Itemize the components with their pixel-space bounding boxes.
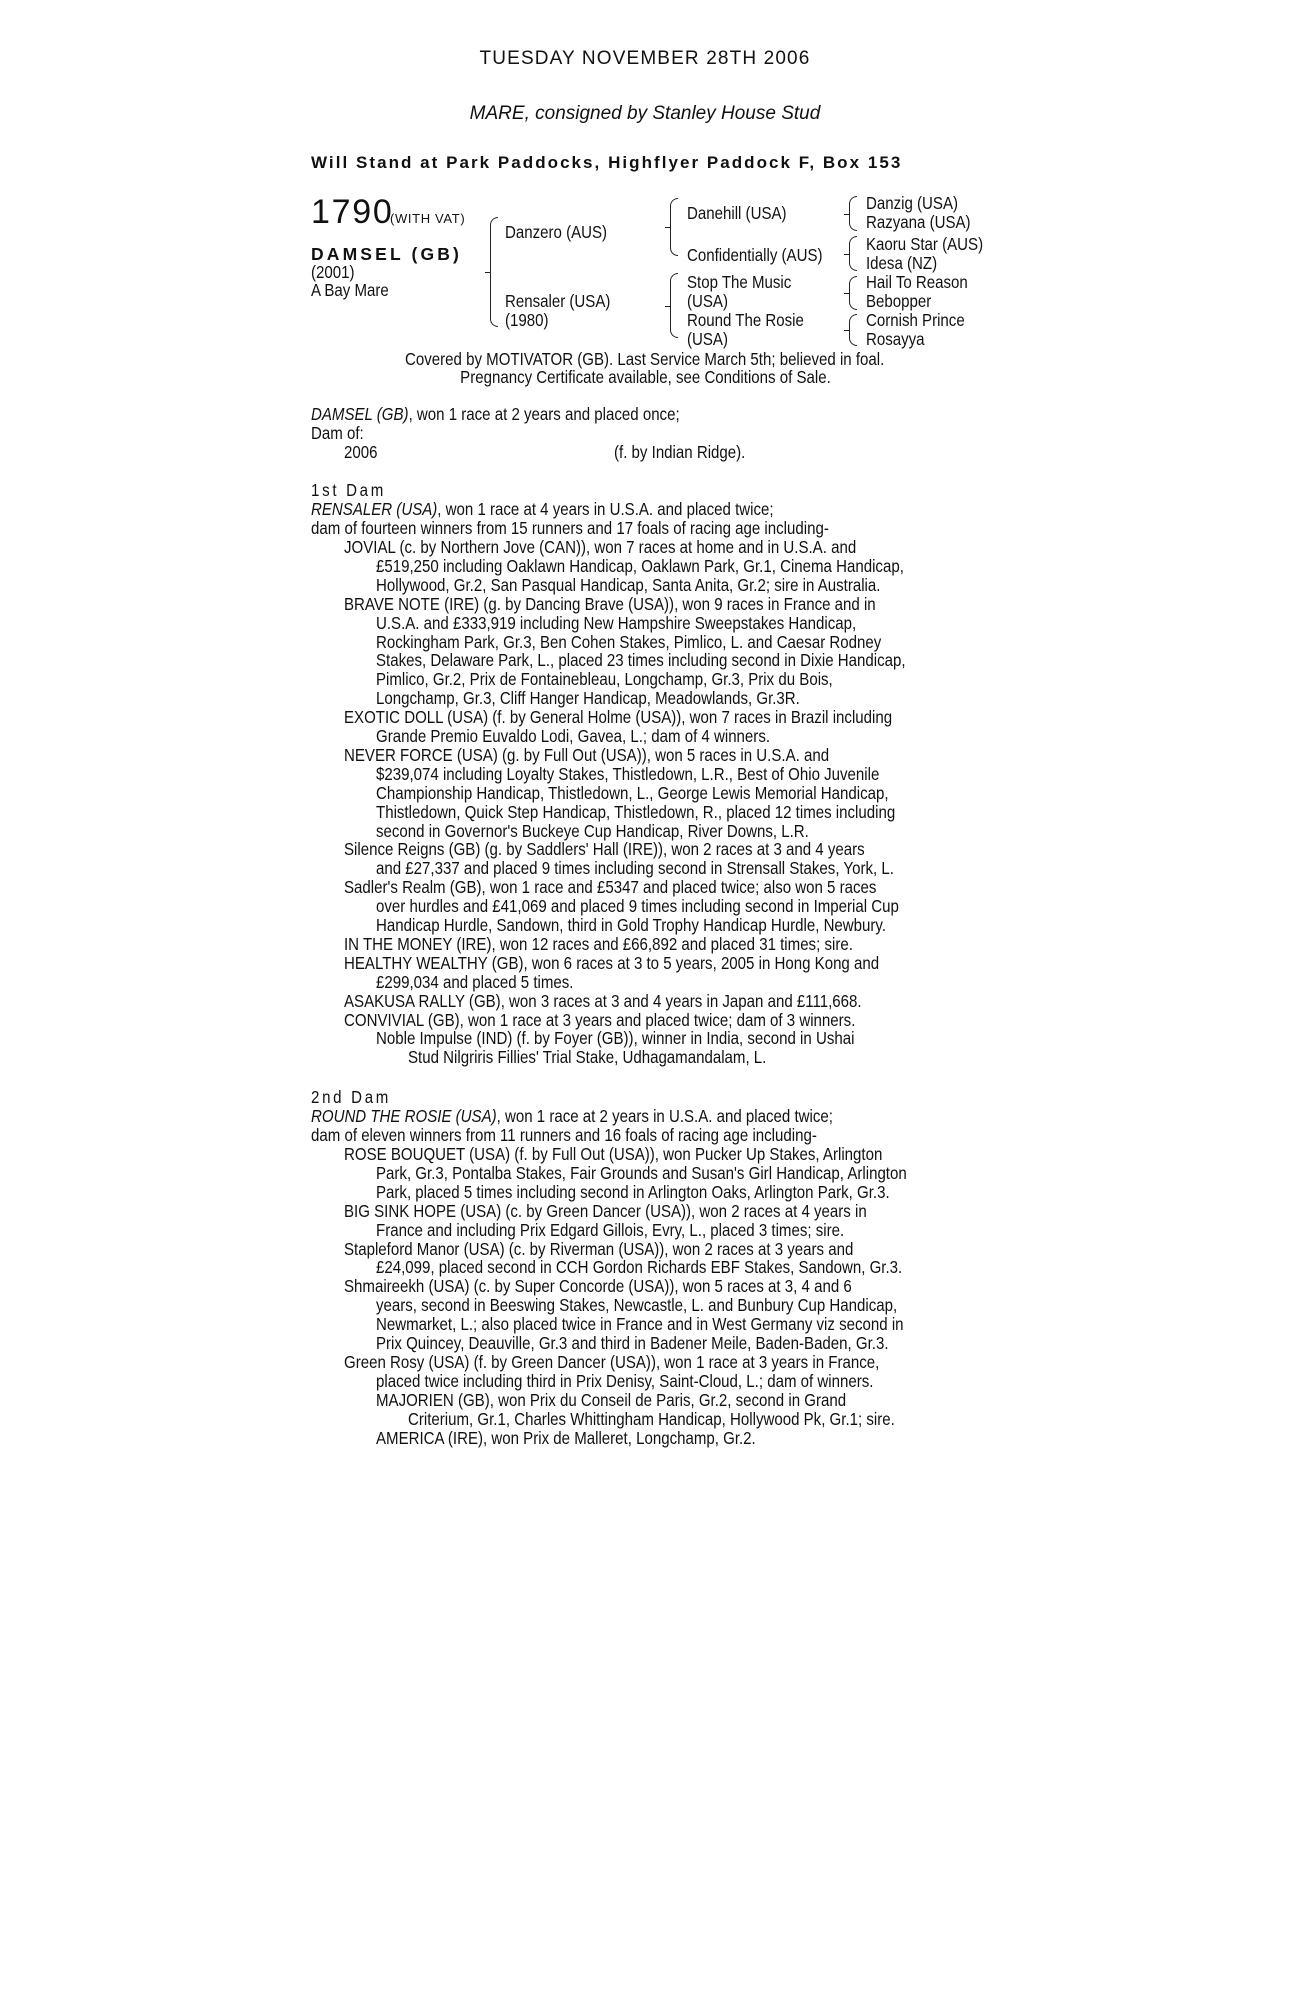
progeny-line: Newmarket, L.; also placed twice in France and in West Germany viz second in	[376, 1314, 904, 1335]
progeny-line: Rockingham Park, Gr.3, Ben Cohen Stakes, Pimlico, L. and Caesar Rodney	[376, 631, 882, 652]
pedigree-dam-dam: Round The Rosie	[687, 310, 804, 330]
progeny-line: second in Governor's Buckeye Cup Handicap, River Downs, L.R.	[376, 820, 809, 841]
produce-foal: (f. by Indian Ridge).	[614, 442, 746, 462]
covering-line-2: Pregnancy Certificate available, see Conditions of Sale.	[459, 367, 831, 387]
progeny-line: U.S.A. and £333,919 including New Hampshire Sweepstakes Handicap,	[376, 612, 857, 633]
pedigree-g2: Razyana (USA)	[866, 212, 971, 232]
progeny-line: Prix Quincey, Deauville, Gr.3 and third in Badener Meile, Baden-Baden, Gr.3.	[376, 1333, 889, 1353]
progeny-line: BIG SINK HOPE (USA) (c. by Green Dancer (USA)), won 2 races at 4 years in	[344, 1200, 867, 1221]
progeny-line: Green Rosy (USA) (f. by Green Dancer (USA)), won 1 race at 3 years in France,	[344, 1351, 880, 1372]
progeny-line: Pimlico, Gr.2, Prix de Fontainebleau, Longchamp, Gr.3, Prix du Bois,	[376, 669, 833, 690]
pedigree-g5: Hail To Reason	[866, 272, 968, 292]
progeny-line: Shmaireekh (USA) (c. by Super Concorde (USA)), won 5 races at 3, 4 and 6	[344, 1276, 852, 1297]
progeny-line: Grande Premio Euvaldo Lodi, Gavea, L.; dam of 4 winners.	[376, 726, 771, 746]
progeny-line: France and including Prix Edgard Gillois, Evry, L., placed 3 times; sire.	[376, 1219, 845, 1240]
produce-name: DAMSEL (GB)	[311, 404, 409, 424]
progeny-line: IN THE MONEY (IRE), won 12 races and £66,892 and placed 31 times; sire.	[344, 933, 853, 954]
progeny-line: Silence Reigns (GB) (g. by Saddlers' Hall (IRE)), won 2 races at 3 and 4 years	[344, 839, 865, 860]
progeny-line: EXOTIC DOLL (USA) (f. by General Holme (USA)), won 7 races in Brazil including	[344, 707, 893, 728]
second-dam-heading: 2nd Dam	[311, 1087, 392, 1107]
progeny-line: Stapleford Manor (USA) (c. by Riverman (USA)), won 2 races at 3 years and	[344, 1238, 854, 1259]
pedigree-brace-g4	[849, 314, 857, 346]
pedigree-sire-dam: Confidentially (AUS)	[687, 245, 823, 265]
pedigree-dam: Rensaler (USA)	[505, 291, 611, 311]
vat-note: (WITH VAT)	[390, 211, 466, 226]
progeny-line: BRAVE NOTE (IRE) (g. by Dancing Brave (USA)), won 9 races in France and in	[344, 593, 876, 614]
second-dam-line	[311, 1107, 833, 1126]
pedigree-g3: Kaoru Star (AUS)	[866, 234, 984, 254]
sale-date: TUESDAY NOVEMBER 28TH 2006	[479, 48, 811, 69]
progeny-line: Handicap Hurdle, Sandown, third in Gold Trophy Handicap Hurdle, Newbury.	[376, 915, 887, 935]
first-dam-line	[311, 500, 774, 519]
pedigree-g8: Rosayya	[866, 329, 925, 349]
pedigree-brace-dam	[670, 273, 678, 338]
progeny-line: Criterium, Gr.1, Charles Whittingham Handicap, Hollywood Pk, Gr.1; sire.	[408, 1408, 895, 1429]
first-dam-heading: 1st Dam	[311, 480, 387, 500]
progeny-line: ASAKUSA RALLY (GB), won 3 races at 3 and 4 years in Japan and £111,668.	[344, 990, 862, 1011]
progeny-line: over hurdles and £41,069 and placed 9 times including second in Imperial Cup	[376, 896, 899, 917]
lot-name: DAMSEL (GB)	[311, 244, 462, 264]
progeny-line: Longchamp, Gr.3, Cliff Hanger Handicap, Meadowlands, Gr.3R.	[376, 688, 800, 709]
pedigree-dam-year: (1980)	[505, 310, 549, 330]
first-dam-summary: dam of fourteen winners from 15 runners and 17 foals of racing age including-	[311, 518, 829, 538]
produce-line	[311, 405, 680, 424]
progeny-line: £299,034 and placed 5 times.	[376, 971, 574, 992]
consignment-line: MARE, consigned by Stanley House Stud	[469, 103, 821, 124]
progeny-line: £519,250 including Oaklawn Handicap, Oaklawn Park, Gr.1, Cinema Handicap,	[376, 555, 904, 576]
produce-year: 2006	[344, 442, 378, 462]
pedigree-g7: Cornish Prince	[866, 310, 965, 330]
pedigree-brace-sire	[670, 198, 678, 256]
covering-line-1: Covered by MOTIVATOR (GB). Last Service March 5th; believed in foal.	[405, 349, 885, 369]
second-dam-text: , won 1 race at 2 years in U.S.A. and placed twice;	[496, 1106, 833, 1126]
progeny-line: Stakes, Delaware Park, L., placed 23 times including second in Dixie Handicap,	[376, 650, 906, 671]
second-dam-name: ROUND THE ROSIE (USA)	[311, 1106, 497, 1126]
pedigree-dam-sire: Stop The Music	[687, 272, 792, 292]
progeny-line: Sadler's Realm (GB), won 1 race and £5347 and placed twice; also won 5 races	[344, 877, 877, 898]
progeny-line: Hollywood, Gr.2, San Pasqual Handicap, Santa Anita, Gr.2; sire in Australia.	[376, 574, 881, 595]
lot-number: 1790	[311, 193, 394, 231]
progeny-line: NEVER FORCE (USA) (g. by Full Out (USA)), won 5 races in U.S.A. and	[344, 744, 830, 765]
pedigree-brace-g3	[849, 276, 857, 310]
location-line: Will Stand at Park Paddocks, Highflyer Paddock F, Box 153	[311, 153, 903, 172]
pedigree-g6: Bebopper	[866, 291, 932, 311]
pedigree-dam-dam-country: (USA)	[687, 329, 728, 349]
first-dam-name: RENSALER (USA)	[311, 499, 438, 519]
progeny-line: Stud Nilgriris Fillies' Trial Stake, Udhagamandalam, L.	[408, 1047, 767, 1068]
progeny-line: ROSE BOUQUET (USA) (f. by Full Out (USA)), won Pucker Up Stakes, Arlington	[344, 1144, 883, 1164]
lot-description: A Bay Mare	[311, 280, 389, 300]
pedigree-dam-sire-country: (USA)	[687, 291, 728, 311]
second-dam-summary: dam of eleven winners from 11 runners and 16 foals of racing age including-	[311, 1125, 817, 1145]
progeny-line: placed twice including third in Prix Denisy, Saint-Cloud, L.; dam of winners.	[376, 1370, 874, 1391]
pedigree-brace-g2	[849, 236, 857, 271]
pedigree-sire-sire: Danehill (USA)	[687, 203, 787, 223]
progeny-line: years, second in Beeswing Stakes, Newcastle, L. and Bunbury Cup Handicap,	[376, 1295, 898, 1316]
progeny-line: Park, placed 5 times including second in Arlington Oaks, Arlington Park, Gr.3.	[376, 1181, 890, 1202]
pedigree-brace-g1	[849, 196, 857, 231]
pedigree-sire: Danzero (AUS)	[505, 222, 608, 242]
progeny-line: $239,074 including Loyalty Stakes, Thistledown, L.R., Best of Ohio Juvenile	[376, 763, 880, 784]
progeny-line: CONVIVIAL (GB), won 1 race at 3 years and placed twice; dam of 3 winners.	[344, 1009, 856, 1030]
progeny-line: Noble Impulse (IND) (f. by Foyer (GB)), winner in India, second in Ushai	[376, 1028, 855, 1049]
progeny-line: JOVIAL (c. by Northern Jove (CAN)), won 7 races at home and in U.S.A. and	[344, 537, 857, 557]
progeny-line: Championship Handicap, Thistledown, L., George Lewis Memorial Handicap,	[376, 782, 889, 803]
pedigree-brace-main	[490, 217, 498, 327]
pedigree-g1: Danzig (USA)	[866, 193, 959, 213]
progeny-line: and £27,337 and placed 9 times including second in Strensall Stakes, York, L.	[376, 858, 894, 879]
dam-of-label: Dam of:	[311, 423, 364, 443]
progeny-line: Thistledown, Quick Step Handicap, Thistledown, R., placed 12 times including	[376, 801, 896, 822]
progeny-line: MAJORIEN (GB), won Prix du Conseil de Paris, Gr.2, second in Grand	[376, 1389, 847, 1410]
pedigree-g4: Idesa (NZ)	[866, 253, 938, 273]
progeny-line: Park, Gr.3, Pontalba Stakes, Fair Grounds and Susan's Girl Handicap, Arlington	[376, 1162, 907, 1183]
progeny-line: £24,099, placed second in CCH Gordon Richards EBF Stakes, Sandown, Gr.3.	[376, 1257, 903, 1278]
first-dam-text: , won 1 race at 4 years in U.S.A. and placed twice;	[437, 499, 774, 519]
lot-year: (2001)	[311, 262, 355, 282]
progeny-line: HEALTHY WEALTHY (GB), won 6 races at 3 to 5 years, 2005 in Hong Kong and	[344, 952, 880, 973]
progeny-line: AMERICA (IRE), won Prix de Malleret, Longchamp, Gr.2.	[376, 1427, 756, 1448]
produce-text: , won 1 race at 2 years and placed once;	[408, 404, 680, 424]
